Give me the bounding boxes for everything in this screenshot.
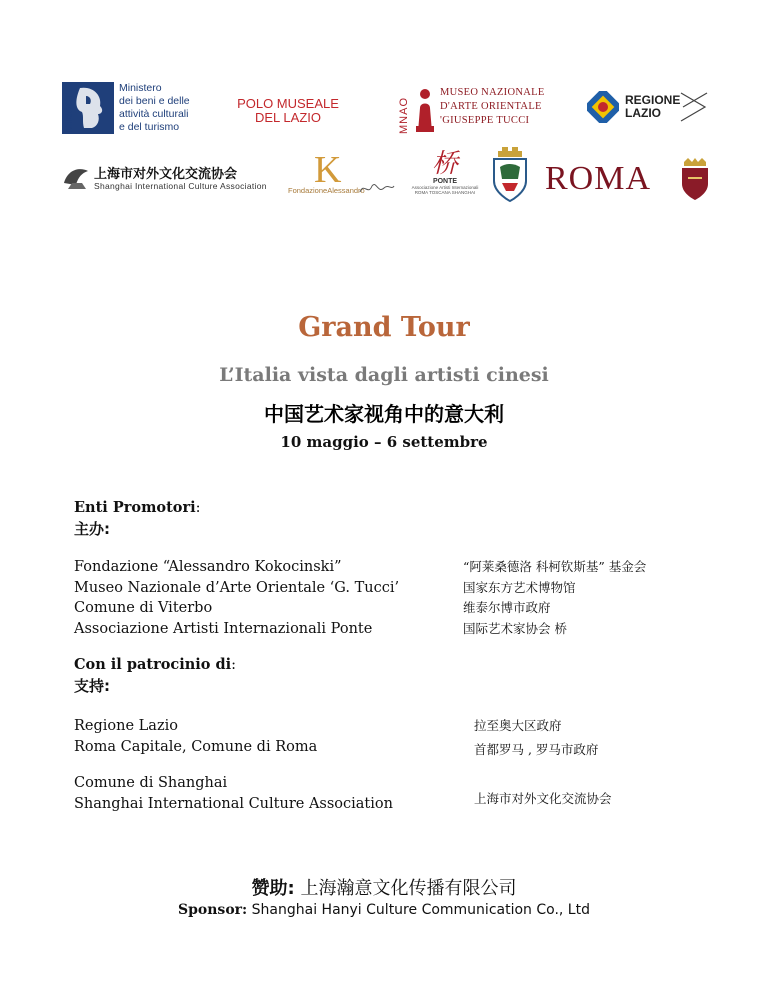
roma-shield-icon [678, 158, 712, 200]
mibact-line: e del turismo [119, 121, 180, 133]
patrocinio-group2-it [74, 773, 393, 814]
patrocinio-group2-cn [474, 789, 612, 810]
list-item: Museo Nazionale d’Arte Orientale ‘G. Tucci’ [74, 579, 400, 596]
roma-logo-text: ROMA [545, 160, 652, 197]
list-item: 首都罗马 , 罗马市政府 [474, 742, 599, 757]
shanghai-en-name: Shanghai International Culture Association [94, 181, 267, 191]
polo-museale-logo [218, 97, 358, 125]
mnao-line: D'ARTE ORIENTALE [440, 101, 542, 112]
mibact-emblem [62, 82, 114, 134]
mnao-line: 'GIUSEPPE TUCCI [440, 115, 530, 126]
list-item: Comune di Shanghai [74, 775, 228, 791]
regione-name [625, 94, 680, 120]
ponte-logo [406, 150, 484, 202]
exhibition-dates: 10 maggio – 6 settembre [280, 433, 488, 451]
sponsor-name-en: Shanghai Hanyi Culture Communication Co., Ltd [251, 902, 590, 918]
fondazione-caption: FondazioneAlessandro [288, 186, 365, 195]
page-subtitle-cn: 中国艺术家视角中的意大利 [264, 402, 504, 426]
polo-line: DEL LAZIO [255, 110, 321, 125]
mibact-logo [62, 82, 202, 134]
ponte-caption-2: ROMA TOSCANA SHANGHAI [414, 190, 476, 195]
mibact-line: Ministero [119, 82, 162, 94]
ponte-caption-1: Associazione Artisti Internazionali [411, 185, 479, 190]
regione-lazio-logo [587, 91, 712, 125]
regione-line: REGIONE [625, 93, 681, 107]
list-item: Fondazione “Alessandro Kokocinski” [74, 559, 342, 575]
buddha-icon [414, 86, 436, 134]
polo-line: POLO MUSEALE [237, 96, 339, 111]
list-item: 维泰尔博市政府 [463, 600, 551, 615]
sponsor-name-cn: 上海瀚意文化传播有限公司 [300, 878, 517, 899]
mnao-name [440, 86, 545, 128]
mnao-line: MUSEO NAZIONALE [440, 87, 545, 98]
sponsor-cn: 赞助: 上海瀚意文化传播有限公司 [251, 878, 517, 899]
promotori-list-cn [463, 557, 646, 639]
ponte-char: 桥 [431, 149, 458, 179]
list-item: 国际艺术家协会 桥 [463, 620, 567, 636]
page-title: Grand Tour [298, 312, 470, 343]
regione-emblem-icon [587, 91, 619, 123]
sponsor-label-cn: 赞助 [251, 878, 288, 899]
viterbo-crest-icon [490, 145, 530, 203]
promotori-list-it [74, 557, 399, 639]
list-item: 国家东方艺术博物馆 [463, 579, 576, 595]
list-item: Roma Capitale, Comune di Roma [74, 738, 318, 755]
promotori-heading-text: Enti Promotori [74, 499, 196, 516]
regione-arrows-icon [679, 91, 709, 123]
sponsor-en [0, 902, 768, 918]
regione-line: LAZIO [625, 106, 661, 120]
list-item: “阿莱桑德洛 科柯钦斯基” 基金会 [463, 559, 647, 574]
promotori-heading: Enti Promotori: [74, 499, 201, 516]
fondazione-signature-icon [358, 178, 396, 198]
mnao-vertical-label: MNAO [398, 97, 410, 134]
shanghai-emblem-icon [62, 163, 90, 191]
mnao-logo [398, 82, 558, 138]
patrocinio-heading-text: Con il patrocinio di [74, 656, 232, 673]
mibact-line: attività culturali [119, 108, 189, 120]
shanghai-cn-name: 上海市对外文化交流协会 [94, 167, 238, 182]
ponte-name: PONTE [432, 178, 458, 185]
list-item: 上海市对外文化交流协会 [474, 791, 612, 806]
fondazione-k-mark: K [314, 149, 342, 191]
list-item: Regione Lazio [74, 718, 178, 734]
mibact-vertical-label: MiBACT [64, 93, 75, 132]
mibact-name [119, 82, 190, 134]
patrocinio-group1-it [74, 716, 317, 757]
list-item: Associazione Artisti Internazionali Ponte [74, 620, 373, 637]
patrocinio-heading-cn: 支持: [74, 677, 110, 695]
list-item: Shanghai International Culture Association [74, 795, 393, 812]
shanghai-association-logo [62, 163, 282, 193]
fondazione-logo [288, 148, 400, 200]
list-item: 拉至奥大区政府 [474, 718, 562, 733]
page-subtitle: L’Italia vista dagli artisti cinesi [219, 364, 549, 386]
sponsor-label-en: Sponsor: [178, 902, 248, 918]
patrocinio-group1-cn [474, 714, 598, 762]
patrocinio-heading: Con il patrocinio di: [74, 656, 237, 673]
mibact-line: dei beni e delle [119, 95, 190, 107]
promotori-heading-cn: 主办: [74, 520, 110, 538]
list-item: Comune di Viterbo [74, 600, 213, 616]
